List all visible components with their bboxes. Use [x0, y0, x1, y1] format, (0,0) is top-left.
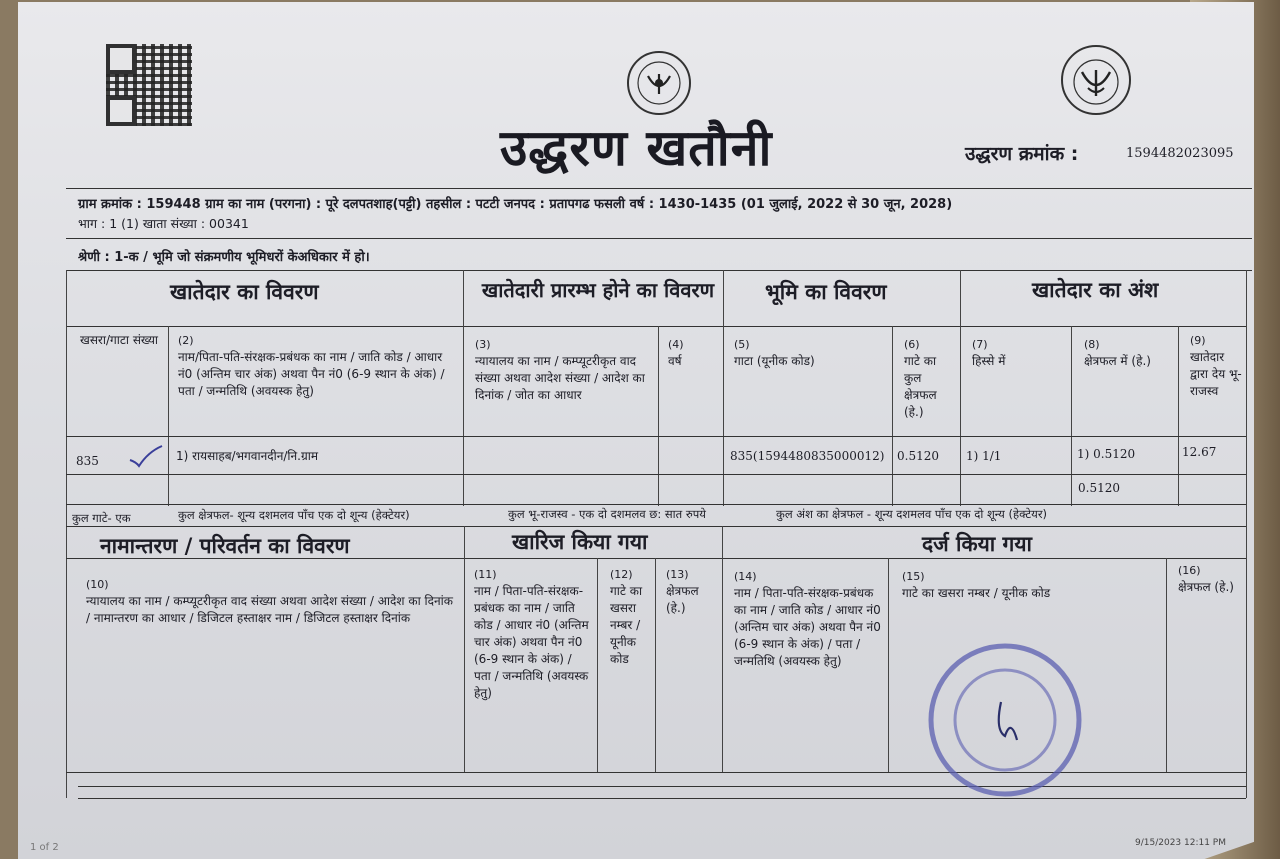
col-15-header	[902, 568, 1162, 602]
area-total: 0.5120	[1078, 481, 1120, 495]
area-value: 1) 0.5120	[1077, 447, 1136, 461]
table-left-border	[66, 270, 67, 798]
col-15-number: (15)	[902, 570, 925, 583]
col-12-header	[610, 566, 654, 668]
col-16-label: क्षेत्रफल (हे.)	[1178, 580, 1234, 594]
section2-header-rule	[66, 558, 1246, 559]
col-9-header	[1190, 332, 1242, 400]
col-7-header	[972, 336, 1062, 370]
grid-vline	[1071, 326, 1072, 506]
print-timestamp: 9/15/2023 12:11 PM	[1135, 838, 1226, 848]
header-mid-rule	[66, 238, 1252, 239]
col-3-number: (3)	[475, 338, 491, 351]
page-indicator: 1 of 2	[30, 842, 59, 853]
col-13-number: (13)	[666, 568, 689, 581]
col-9-label: खातेदार द्वारा देय भू-राजस्व	[1190, 350, 1242, 398]
col-14-label: नाम / पिता-पति-संरक्षक-प्रबंधक का नाम / जाति कोड / आधार नं0 (अन्तिम चार अंक) अथवा पैन नं0 (6-9 स्थान के अंक) / पता / जन्मतिथि (अवयस्क हेतु)	[734, 586, 881, 668]
col-9-number: (9)	[1190, 334, 1206, 347]
section-ansh: खातेदार का अंश	[1032, 278, 1159, 302]
gata-total-area: 0.5120	[897, 449, 939, 463]
col-13-header	[666, 566, 720, 617]
khata-info-line: भाग : 1 (1) खाता संख्या : 00341	[78, 216, 249, 231]
section-kharij: खारिज किया गया	[512, 530, 648, 554]
table-right-border	[1246, 270, 1247, 798]
col-khasra-header: खसरा/गाटा संख्या	[80, 333, 159, 347]
col-10-header	[86, 576, 456, 627]
col-16-number: (16)	[1178, 564, 1201, 577]
col-5-header	[734, 336, 884, 370]
total-share-area-words: कुल अंश का क्षेत्रफल - शून्य दशमलव पाँच एक दो शून्य (हेक्टेयर)	[776, 507, 1048, 521]
section-bhumi: भूमि का विवरण	[765, 280, 887, 304]
grid-vline	[655, 558, 656, 772]
col-3-label: न्यायालय का नाम / कम्प्यूटरीकृत वाद संख्या अथवा आदेश संख्या / आदेश का दिनांक / जोत का आधार	[475, 354, 645, 402]
col-8-header	[1084, 336, 1174, 370]
col-7-number: (7)	[972, 338, 988, 351]
col-8-label: क्षेत्रफल में (हे.)	[1084, 354, 1151, 368]
grid-vline	[892, 326, 893, 506]
col-15-label: गाटे का खसरा नम्बर / यूनीक कोड	[902, 586, 1051, 600]
col-12-number: (12)	[610, 568, 633, 581]
col-16-header	[1178, 562, 1238, 596]
total-area-words: कुल क्षेत्रफल- शून्य दशमलव पाँच एक दो शून्य (हेक्टेयर)	[178, 508, 410, 522]
table-top-rule	[66, 270, 1252, 271]
grid-vline	[463, 270, 464, 506]
grid-vline	[1178, 326, 1179, 506]
columns-top-rule	[66, 326, 1246, 327]
col-14-header	[734, 568, 884, 670]
col-2-header	[178, 332, 456, 400]
owner-name: 1) रायसाहब/भगवानदीन/नि.ग्राम	[176, 449, 319, 463]
col-11-number: (11)	[474, 568, 497, 581]
grid-vline	[723, 270, 724, 506]
checkmark-icon	[126, 444, 166, 470]
col-4-number: (4)	[668, 338, 684, 351]
row-rule	[66, 474, 1246, 475]
gata-unique-code: 835(1594480835000012)	[730, 449, 885, 463]
col-8-number: (8)	[1084, 338, 1100, 351]
revenue-value: 12.67	[1182, 445, 1217, 459]
col-6-number: (6)	[904, 338, 920, 351]
grid-vline	[597, 558, 598, 772]
col-3-header	[475, 336, 655, 404]
col-7-label: हिस्से में	[972, 354, 1006, 368]
section-khatedar-vivaran: खातेदार का विवरण	[170, 280, 319, 304]
col-6-header	[904, 336, 956, 421]
section-namantaran: नामान्तरण / परिवर्तन का विवरण	[100, 534, 350, 558]
col-6-label: गाटे का कुल क्षेत्रफल (हे.)	[904, 354, 937, 419]
category-line: श्रेणी : 1-क / भूमि जो संक्रमणीय भूमिधरों केअधिकार में हो।	[78, 250, 370, 265]
col-10-number: (10)	[86, 578, 109, 591]
grid-vline	[658, 326, 659, 506]
col-5-label: गाटा (यूनीक कोड)	[734, 354, 815, 368]
header-top-rule	[66, 188, 1252, 189]
totals-top-rule	[66, 504, 1246, 505]
col-14-number: (14)	[734, 570, 757, 583]
grid-vline	[960, 270, 961, 506]
total-revenue-words: कुल भू-राजस्व - एक दो दशमलव छ: सात रुपये	[508, 507, 706, 521]
section2-top-rule	[66, 526, 1246, 527]
grid-vline	[464, 526, 465, 772]
col-4-label: वर्ष	[668, 354, 682, 368]
grid-vline	[888, 558, 889, 772]
col-5-number: (5)	[734, 338, 750, 351]
serial-label: उद्धरण क्रमांक :	[965, 143, 1079, 165]
grid-vline	[1166, 558, 1167, 772]
col-11-header	[474, 566, 592, 702]
document-title: उद्धरण खतौनी	[500, 119, 773, 177]
khasra-number: 835	[76, 454, 99, 468]
col-11-label: नाम / पिता-पति-संरक्षक-प्रबंधक का नाम / जाति कोड / आधार नं0 (अन्तिम चार अंक) अथवा पैन नं0 (6-9 स्थान के अंक) / पता / जन्मतिथि (अवयस्क हेतु)	[474, 584, 589, 700]
col-4-header	[668, 336, 718, 370]
grid-vline	[722, 526, 723, 772]
col-2-label: नाम/पिता-पति-संरक्षक-प्रबंधक का नाम / जाति कोड / आधार नं0 (अन्तिम चार अंक) अथवा पैन नं0 (6-9 स्थान के अंक) / पता / जन्मतिथि (अवयस्क हेतु)	[178, 350, 445, 398]
col-10-label: न्यायालय का नाम / कम्प्यूटरीकृत वाद संख्या अथवा आदेश संख्या / आदेश का दिनांक / नामान्तरण का आधार / डिजिटल हस्ताक्षर नाम / डिजिटल हस्ताक्षर दिनांक	[86, 594, 454, 625]
official-stamp-icon	[925, 640, 1085, 800]
government-emblem-icon	[626, 50, 692, 116]
col-12-label: गाटे का खसरा नम्बर / यूनीक कोड	[610, 584, 643, 666]
columns-bottom-rule	[66, 436, 1246, 437]
col-13-label: क्षेत्रफल (हे.)	[666, 584, 699, 615]
state-seal-icon	[1060, 44, 1132, 116]
grid-vline	[168, 326, 169, 506]
total-gata: कुल गाटे- एक	[72, 511, 131, 525]
col-2-number: (2)	[178, 334, 194, 347]
section-darj: दर्ज किया गया	[922, 532, 1032, 556]
qr-code-icon	[106, 44, 192, 126]
serial-value: 1594482023095	[1126, 146, 1234, 161]
village-info-line: ग्राम क्रमांक : 159448 ग्राम का नाम (परगना) : पूरे दलपतशाह(पट्टी) तहसील : पटटी जनपद : प्रतापगढ फसली वर्ष : 1430-1435 (01 जुलाई, 2022 से 30 जून, 2028)	[78, 197, 953, 212]
share-value: 1) 1/1	[966, 449, 1002, 463]
section-prarambh: खातेदारी प्रारम्भ होने का विवरण	[481, 278, 715, 302]
